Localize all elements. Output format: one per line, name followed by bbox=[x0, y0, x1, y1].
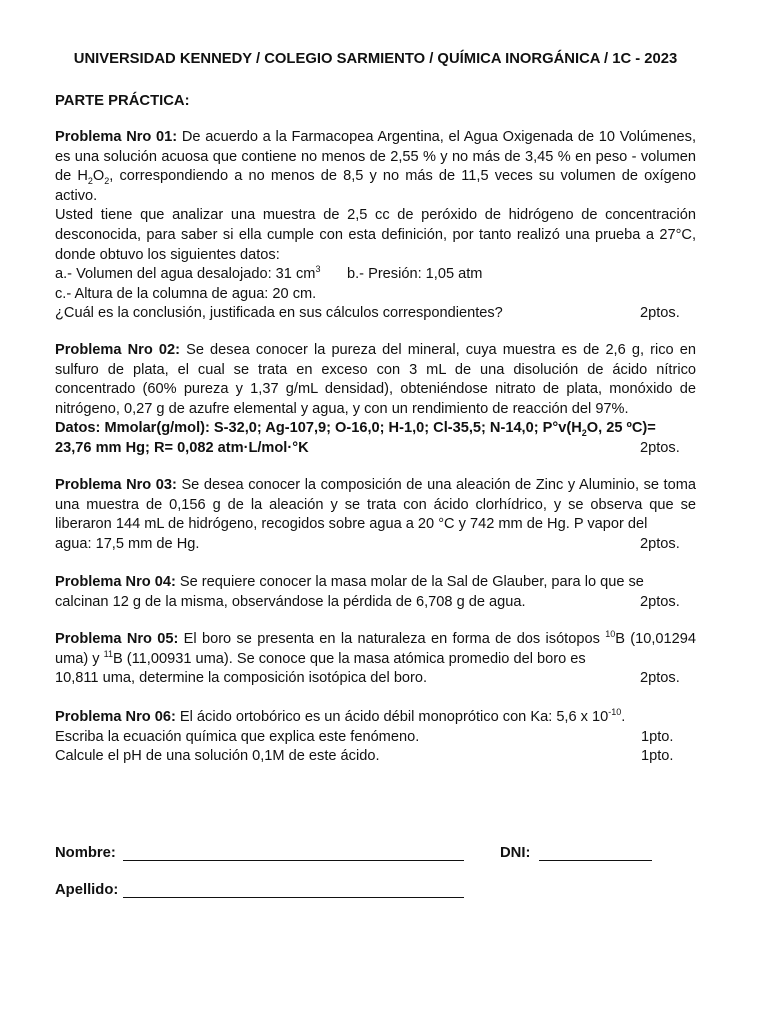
problem-05-statement: Problema Nro 05: El boro se presenta en la naturaleza en forma de dos isótopos $^{10}$B (10,01294 uma) y $^{11}$B (11,00931 uma). Se conoce que la masa atómica promedio del boro es bbox=[55, 629, 696, 667]
problem-03-statement: Problema Nro 03: Se desea conocer la composición de una aleación de Zinc y Aluminio, se toma una muestra de 0,156 g de la aleación y se trata con ácido clorhídrico, y se observa que se liberaron 144 mL de hidrógeno, recogidos sobre agua a 20 °C y 742 mm de Hg. P vapor del bbox=[55, 477, 696, 533]
problem-02-data-row bbox=[55, 439, 696, 459]
data-item-c: c.- Altura de la columna de agua: 20 cm. bbox=[55, 285, 317, 302]
points-label: 2ptos. bbox=[640, 670, 680, 687]
problem-04-statement: Problema Nro 04: Se requiere conocer la masa molar de la Sal de Glauber, para lo que se bbox=[55, 574, 644, 590]
problem-06-task-1: Escriba la ecuación química que explica este fenómeno. 1pto. bbox=[55, 728, 696, 748]
problem-01 bbox=[55, 128, 696, 324]
problem-01-statement: Problema Nro 01: De acuerdo a la Farmacopea Argentina, el Agua Oxigenada de 10 Volúmenes, es una solución acuosa que contiene no menos de 2,55 % y no más de 3,45 % en peso - volumen de $H_2O_2$, correspondiendo a no menos de 8,5 y no más de 11,5 veces su volumen de oxígeno activo. bbox=[55, 129, 697, 204]
data-item-a: a.- Volumen del agua desalojado: 31 $cm^3$ bbox=[55, 264, 321, 283]
problem-01-data-row bbox=[55, 265, 696, 285]
surname-label: Apellido: bbox=[55, 882, 119, 898]
dni-field[interactable] bbox=[539, 844, 652, 861]
name-field[interactable] bbox=[123, 844, 464, 861]
problem-05-last-row: 10,811 uma, determine la composición isotópica del boro. 2ptos. bbox=[55, 669, 696, 689]
problem-06-task-2: Calcule el pH de una solución 0,1M de este ácido. 1pto. bbox=[55, 747, 696, 767]
problem-02-statement: Problema Nro 02: Se desea conocer la pureza del mineral, cuya muestra es de 2,6 g, rico en sulfuro de plata, el cual se trata en exceso con 3 mL de una disolución de ácido nítrico concentrado (60% pureza y 1,37 g/mL densidad), obteniéndose nitrato de plata, monóxido de nitrógeno, 0,27 g de azufre elemental y agua, y con un rendimiento de reacción del 97%. bbox=[55, 342, 696, 417]
problem-02-data: Datos: Mmolar(g/mol): S-32,0; Ag-107,9; O-16,0; H-1,0; Cl-35,5; N-14,0; $P^\circ v(H_2O$, 25 ºC)= bbox=[55, 420, 656, 439]
problem-03-label: Problema Nro 03: bbox=[55, 477, 177, 493]
points-label: 2ptos. bbox=[640, 535, 680, 552]
problem-04-last-row: calcinan 12 g de la misma, observándose la pérdida de 6,708 g de agua. 2ptos. bbox=[55, 593, 696, 613]
problem-01-context: Usted tiene que analizar una muestra de 2,5 cc de peróxido de hidrógeno de concentración desconocida, para saber si ella cumple con esta definición, por tanto realizó una prueba a 27°C, donde obtuvo los siguientes datos: bbox=[55, 207, 696, 263]
name-label: Nombre: bbox=[55, 845, 116, 861]
problem-06-statement: Problema Nro 06: El ácido ortobórico es un ácido débil monoprótico con Ka: 5,6 x $10^{-10}$. bbox=[55, 707, 626, 725]
data-item-b: b.- Presión: 1,05 atm bbox=[347, 266, 483, 283]
problem-03-last-row: agua: 17,5 mm de Hg. 2ptos. bbox=[55, 535, 696, 555]
problem-03 bbox=[55, 476, 696, 554]
exam-header: UNIVERSIDAD KENNEDY / COLEGIO SARMIENTO / QUÍMICA INORGÁNICA / 1C - 2023 bbox=[73, 51, 678, 67]
points-label: 2ptos. bbox=[640, 305, 680, 322]
problem-05 bbox=[55, 630, 696, 689]
points-label: 1pto. bbox=[641, 748, 674, 765]
points-label: 1pto. bbox=[641, 728, 674, 745]
problem-02-data-cont: 23,76 mm Hg; R= 0,082 atm·L/mol·°K bbox=[55, 439, 309, 456]
problem-06-label: Problema Nro 06: bbox=[55, 709, 176, 725]
problem-06 bbox=[55, 708, 696, 767]
problem-04-label: Problema Nro 04: bbox=[55, 574, 176, 590]
dni-label: DNI: bbox=[500, 845, 531, 861]
problem-02 bbox=[55, 341, 696, 459]
points-label: 2ptos. bbox=[640, 593, 680, 610]
problem-02-label: Problema Nro 02: bbox=[55, 342, 180, 358]
problem-01-question: ¿Cuál es la conclusión, justificada en sus cálculos correspondientes? bbox=[55, 305, 503, 322]
problem-01-label: Problema Nro 01: bbox=[55, 129, 178, 145]
problem-04 bbox=[55, 573, 696, 612]
surname-field[interactable] bbox=[123, 881, 464, 898]
problem-05-label: Problema Nro 05: bbox=[55, 631, 179, 647]
points-label: 2ptos. bbox=[640, 439, 680, 456]
section-title: PARTE PRÁCTICA: bbox=[55, 93, 190, 109]
problem-01-question-row bbox=[55, 304, 696, 324]
